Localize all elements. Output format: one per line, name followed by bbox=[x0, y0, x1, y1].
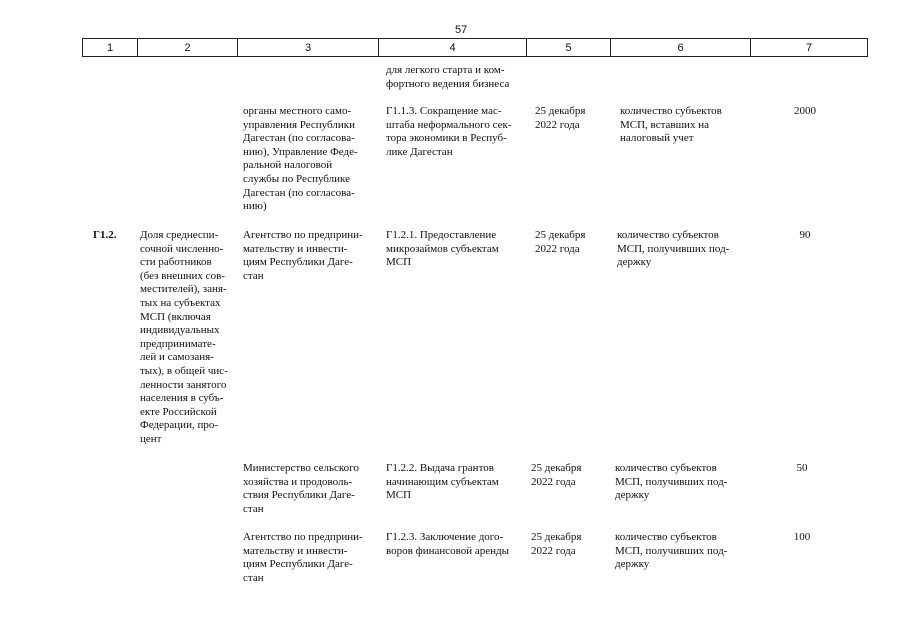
executor-cell: Агентство по предприни- мательству и инвести- циям Республики Даге- стан bbox=[243, 229, 363, 282]
activity-cell: Г1.2.2. Выдача грантов начинающим субъектам МСП bbox=[386, 462, 499, 502]
header-cell-4: 4 bbox=[379, 39, 527, 56]
deadline-cell: 25 декабря 2022 года bbox=[535, 105, 586, 131]
header-cell-3: 3 bbox=[238, 39, 379, 56]
activity-cell: Г1.2.3. Заключение дого- воров финансовой аренды bbox=[386, 531, 510, 557]
activity-cell: Г1.1.3. Сокращение мас- штаба неформального сек- тора экономики в Респуб- лике Дагестан bbox=[386, 105, 512, 158]
header-cell-7: 7 bbox=[805, 41, 813, 54]
code-cell: Г1.2. bbox=[93, 229, 117, 241]
deadline-cell: 25 декабря 2022 года bbox=[531, 462, 582, 488]
activity-cell: Г1.2.1. Предоставление микрозаймов субъектам МСП bbox=[386, 229, 499, 269]
page-number: 57 bbox=[455, 24, 468, 36]
header-cell-6: 6 bbox=[611, 39, 751, 56]
executor-cell: Министерство сельского хозяйства и продоволь- ствия Республики Даге- стан bbox=[243, 462, 359, 515]
header-cell-5: 5 bbox=[527, 39, 611, 56]
header-cell-2: 2 bbox=[138, 39, 238, 56]
deadline-cell: 25 декабря 2022 года bbox=[535, 229, 586, 255]
result-cell: количество субъектов МСП, получивших под- держку bbox=[617, 229, 730, 269]
indicator-cell: Доля среднеспи- сочной численно- сти работников (без внешних сов- местителей), заня- тых на субъектах МСП (включая индивидуальных предпринимате- лей и самозаня- тых), в общей чис- ленности занятого населения в субъ- екте Российской Федерации, про- цент bbox=[140, 229, 228, 445]
deadline-cell: 25 декабря 2022 года bbox=[531, 531, 582, 557]
result-cell: количество субъектов МСП, вставших на налоговый учет bbox=[620, 105, 722, 145]
value-cell: 90 bbox=[799, 229, 811, 241]
value-cell: 2000 bbox=[794, 105, 816, 117]
header-cell-1: 1 bbox=[83, 39, 138, 56]
executor-cell: органы местного само- управления Республики Дагестан (по согласова- нию), Управление Феде- ральной налоговой службы по Республике Дагестан (по согласова- нию) bbox=[243, 105, 358, 213]
result-cell: количество субъектов МСП, получивших под- держку bbox=[615, 462, 728, 502]
value-cell: 100 bbox=[793, 531, 811, 543]
activity-cell: для легкого старта и ком- фортного ведения бизнеса bbox=[386, 64, 510, 90]
value-cell: 50 bbox=[796, 462, 808, 474]
table-header bbox=[82, 38, 868, 57]
result-cell: количество субъектов МСП, получивших под- держку bbox=[615, 531, 728, 571]
executor-cell: Агентство по предприни- мательству и инвести- циям Республики Даге- стан bbox=[243, 531, 363, 584]
